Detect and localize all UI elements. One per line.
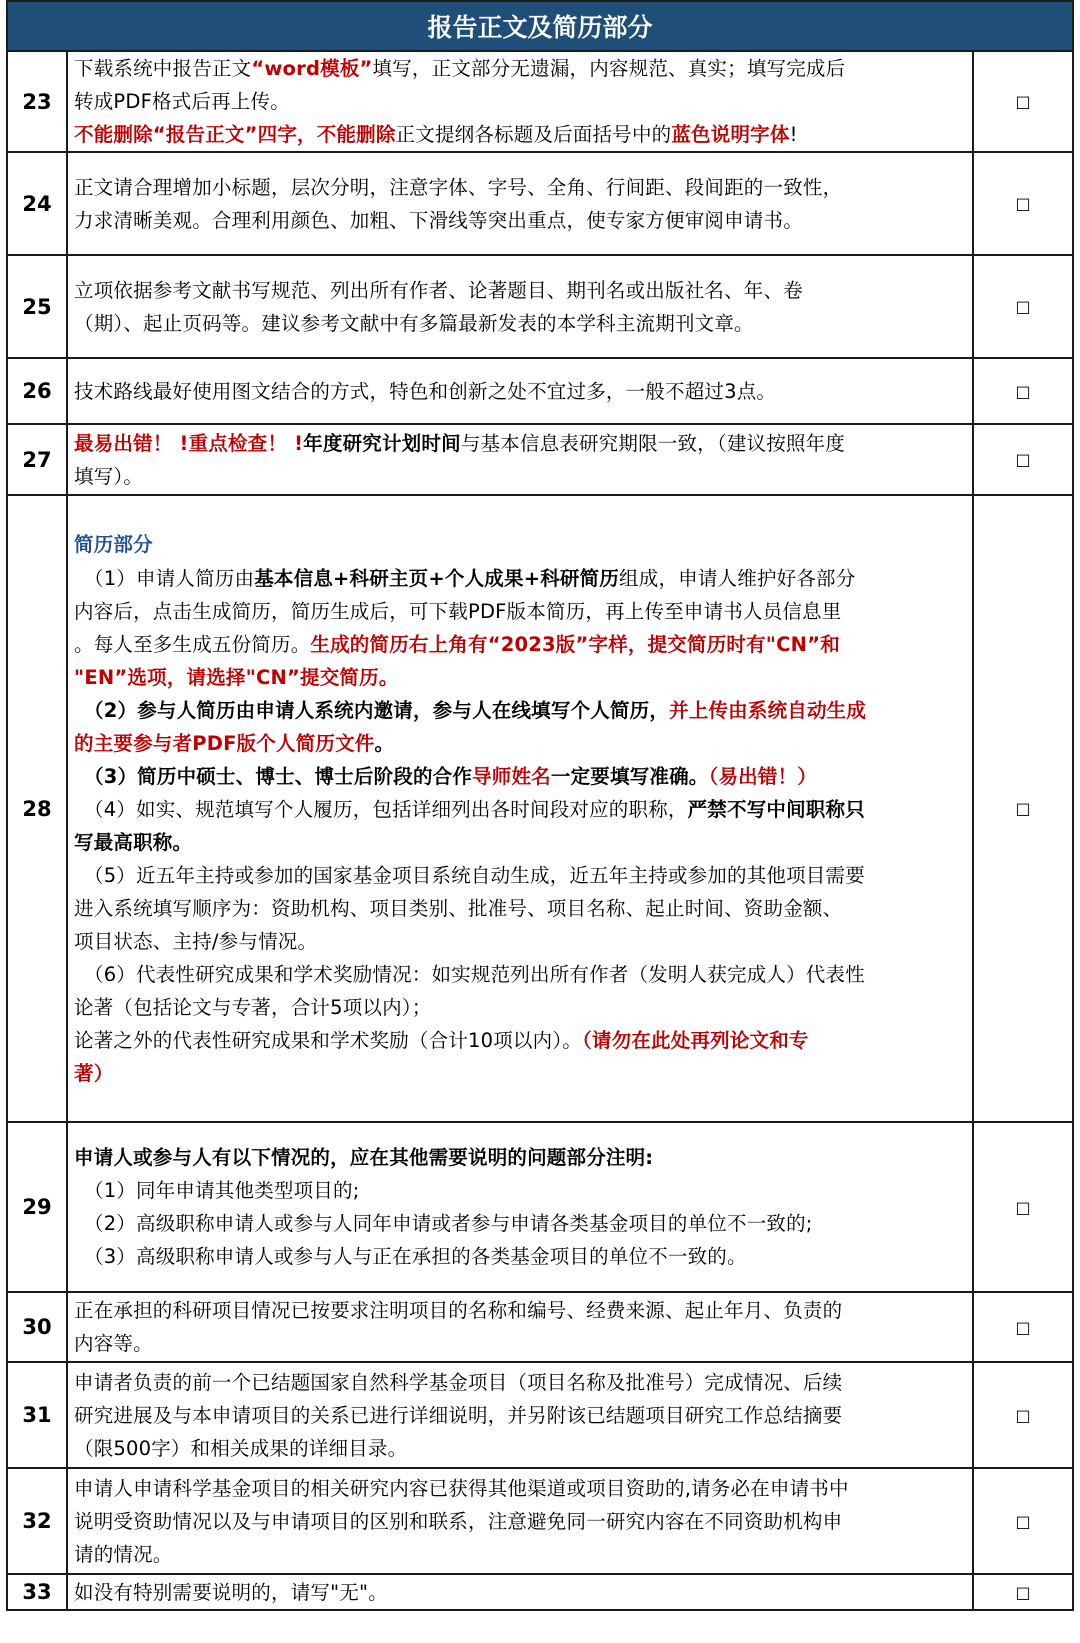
item-number: 31	[7, 1362, 67, 1468]
text-line: 填写）。	[74, 464, 144, 488]
item-text	[67, 255, 973, 358]
text-span: （4）如实、规范填写个人履历，包括详细列出各时间段对应的职称，	[84, 797, 688, 821]
warning-text: 不能删除“报告正文”四字，不能删除	[74, 123, 396, 146]
text-span: 与基本信息表研究期限一致，（建议按照年度	[460, 431, 846, 455]
text-span: !	[789, 123, 798, 146]
text-line: 正文请合理增加小标题，层次分明，注意字体、字号、全角、行间距、段间距的一致性，	[74, 175, 843, 199]
checkbox[interactable]: □	[973, 1362, 1073, 1468]
item-text	[67, 424, 973, 495]
text-span: 论著之外的代表性研究成果和学术奖励（合计10项以内）。	[74, 1028, 582, 1052]
item-text	[67, 51, 973, 152]
bold-text: 严禁不写中间职称只	[687, 797, 865, 821]
text-line: 研究进展及与本申请项目的关系已进行详细说明，并另附该已结题项目研究工作总结摘要	[74, 1403, 843, 1427]
section-header-row	[7, 1, 1073, 51]
text-line: （期）、起止页码等。建议参考文献中有多篇最新发表的本学科主流期刊文章。	[74, 311, 754, 335]
bold-text: （2）参与人简历由申请人系统内邀请，参与人在线填写个人简历，	[84, 698, 670, 722]
warning-text: （易出错！）	[708, 764, 817, 788]
checkbox[interactable]: □	[973, 1122, 1073, 1292]
warning-text: "EN”选项，请选择"CN”提交简历。	[74, 665, 399, 689]
bold-text: 。	[374, 731, 395, 755]
warning-text: 导师姓名	[472, 764, 551, 788]
checkbox[interactable]: □	[973, 51, 1073, 152]
warning-text: 生成的简历右上角有“2023版”字样，提交简历时有"CN”和	[310, 632, 840, 656]
checkbox[interactable]: □	[973, 358, 1073, 424]
checklist-row-28	[7, 495, 1073, 1122]
item-text	[67, 1468, 973, 1574]
item-text	[67, 358, 973, 424]
text-span: 组成，申请人维护好各部分	[619, 566, 856, 590]
warning-text: 著）	[74, 1061, 114, 1085]
bold-text: （3）简历中硕士、博士、博士后阶段的合作	[84, 764, 473, 788]
bold-text: 申请人或参与人有以下情况的，应在其他需要说明的问题部分注明:	[74, 1146, 654, 1169]
text-line: 力求清晰美观。合理利用颜色、加粗、下滑线等突出重点，使专家方便审阅申请书。	[74, 208, 803, 232]
word-template-highlight: “word模板”	[251, 57, 373, 80]
text-line: 项目状态、主持/参与情况。	[74, 929, 318, 953]
warning-text: 的主要参与者PDF版个人简历文件	[74, 731, 375, 755]
text-line: （6）代表性研究成果和学术奖励情况：如实规范列出所有作者（发明人获完成人）代表性	[84, 962, 865, 986]
checkbox[interactable]: □	[973, 1468, 1073, 1574]
text-line: 内容等。	[74, 1332, 153, 1355]
item-number: 23	[7, 51, 67, 152]
item-number: 25	[7, 255, 67, 358]
item-text	[67, 1574, 973, 1610]
item-text	[67, 1292, 973, 1362]
blue-font-note: 蓝色说明字体	[671, 123, 790, 146]
item-text	[67, 1122, 973, 1292]
item-text	[67, 1362, 973, 1468]
text-line: （1）同年申请其他类型项目的;	[84, 1179, 360, 1202]
text-line: （3）高级职称申请人或参与人与正在承担的各类基金项目的单位不一致的。	[84, 1245, 747, 1268]
checklist-row-27	[7, 424, 1073, 495]
text-line: 内容后，点击生成简历，简历生成后，可下载PDF版本简历，再上传至申请书人员信息里	[74, 599, 842, 623]
text-line: 转成PDF格式后再上传。	[74, 90, 290, 113]
text-span: 正文提纲各标题及后面括号中的	[395, 123, 672, 146]
item-number: 32	[7, 1468, 67, 1574]
checklist-row-32	[7, 1468, 1073, 1574]
checkbox[interactable]: □	[973, 495, 1073, 1122]
text-line: 说明受资助情况以及与申请项目的区别和联系，注意避免同一研究内容在不同资助机构申	[74, 1509, 843, 1533]
item-number: 26	[7, 358, 67, 424]
item-number: 24	[7, 152, 67, 255]
section-title: 报告正文及简历部分	[7, 1, 1073, 51]
text-span: 。每人至多生成五份简历。	[74, 632, 311, 656]
bold-text: 写最高职称。	[74, 830, 193, 854]
checklist-row-25	[7, 255, 1073, 358]
item-text	[67, 495, 973, 1122]
text-line: （5）近五年主持或参加的国家基金项目系统自动生成，近五年主持或参加的其他项目需要	[84, 863, 865, 887]
text-line: （2）高级职称申请人或参与人同年申请或者参与申请各类基金项目的单位不一致的;	[84, 1212, 813, 1235]
text-line: 技术路线最好使用图文结合的方式，特色和创新之处不宜过多，一般不超过3点。	[74, 379, 777, 403]
checkbox[interactable]: □	[973, 1574, 1073, 1610]
item-text	[67, 152, 973, 255]
item-number: 28	[7, 495, 67, 1122]
item-number: 33	[7, 1574, 67, 1610]
checklist-row-26	[7, 358, 1073, 424]
text-line: 进入系统填写顺序为：资助机构、项目类别、批准号、项目名称、起止时间、资助金额、	[74, 896, 843, 920]
warning-text: （请勿在此处再列论文和专	[581, 1028, 809, 1052]
item-number: 30	[7, 1292, 67, 1362]
text-line: 正在承担的科研项目情况已按要求注明项目的名称和编号、经费来源、起止年月、负责的	[74, 1299, 843, 1322]
checklist-row-23	[7, 51, 1073, 152]
text-line: 论著（包括论文与专著，合计5项以内）；	[74, 995, 432, 1019]
checklist-row-31	[7, 1362, 1073, 1468]
checklist-row-30	[7, 1292, 1073, 1362]
text-line: 申请人申请科学基金项目的相关研究内容已获得其他渠道或项目资助的,请务必在申请书中	[74, 1476, 849, 1500]
text-line: 如没有特别需要说明的，请写"无"。	[74, 1580, 388, 1604]
bold-text: 一定要填写准确。	[550, 764, 709, 788]
checklist-row-29	[7, 1122, 1073, 1292]
checkbox[interactable]: □	[973, 424, 1073, 495]
text-line: 申请者负责的前一个已结题国家自然科学基金项目（项目名称及批准号）完成情况、后续	[74, 1370, 843, 1394]
checklist-row-33	[7, 1574, 1073, 1610]
checkbox[interactable]: □	[973, 152, 1073, 255]
item-number: 29	[7, 1122, 67, 1292]
checklist-table	[6, 0, 1074, 1611]
warning-text: 并上传由系统自动生成	[669, 698, 867, 722]
text-span: （1）申请人简历由	[84, 566, 255, 590]
item-number: 27	[7, 424, 67, 495]
resume-section-title: 简历部分	[74, 532, 153, 556]
text-line: 请的情况。	[74, 1542, 173, 1566]
bold-text: 年度研究计划时间	[303, 431, 461, 455]
text-line: （限500字）和相关成果的详细目录。	[74, 1436, 408, 1460]
bold-text: 基本信息+科研主页+个人成果+科研简历	[254, 566, 620, 590]
checklist-row-24	[7, 152, 1073, 255]
text-span: 下载系统中报告正文	[74, 57, 252, 80]
text-span: 填写，正文部分无遗漏，内容规范、真实；填写完成后	[372, 57, 846, 80]
warning-text: 最易出错！ !重点检查！ !	[74, 431, 304, 455]
checkbox[interactable]: □	[973, 255, 1073, 358]
text-line: 立项依据参考文献书写规范、列出所有作者、论著题目、期刊名或出版社名、年、卷	[74, 278, 803, 302]
checkbox[interactable]: □	[973, 1292, 1073, 1362]
